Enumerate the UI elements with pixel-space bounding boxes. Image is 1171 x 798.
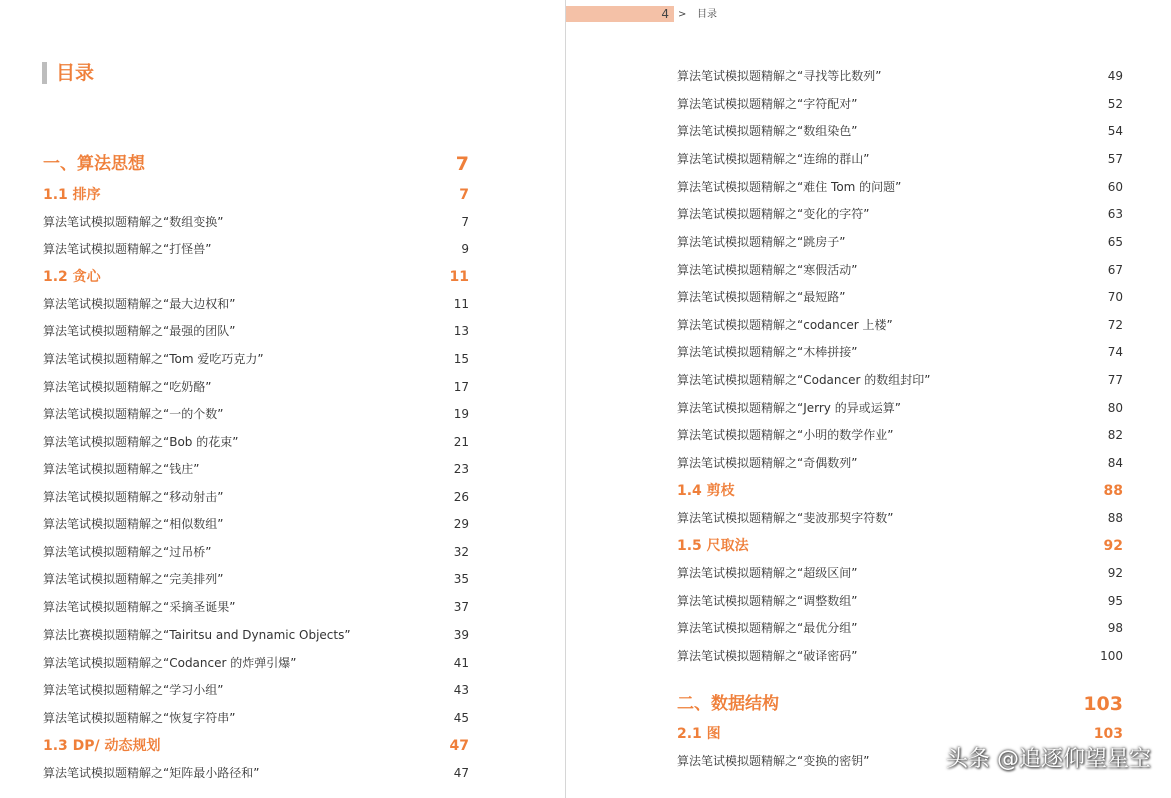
toc-page-number: 17 bbox=[453, 380, 469, 394]
toc-page-number: 21 bbox=[453, 435, 469, 449]
toc-entry-link[interactable] bbox=[43, 569, 469, 589]
breadcrumb-label: 目录 bbox=[697, 9, 717, 20]
toc-entry-link[interactable] bbox=[43, 404, 469, 424]
toc-entry-link[interactable] bbox=[677, 591, 1123, 611]
toc-page-number: 23 bbox=[453, 462, 469, 476]
toc-entry-link[interactable] bbox=[43, 625, 469, 645]
page-number: 4 bbox=[661, 7, 669, 21]
toc-entry-link[interactable] bbox=[43, 459, 469, 479]
toc-sec-heading[interactable] bbox=[43, 185, 469, 205]
toc-page-number: 47 bbox=[453, 766, 469, 780]
toc-entry-link[interactable] bbox=[43, 514, 469, 534]
toc-page-number: 29 bbox=[453, 517, 469, 531]
toc-page-number: 7 bbox=[455, 153, 469, 175]
toc-page-number: 74 bbox=[1107, 345, 1123, 359]
toc-entry-link[interactable] bbox=[43, 239, 469, 259]
toc-page-number: 7 bbox=[459, 187, 469, 203]
toc-page-number: 92 bbox=[1103, 538, 1123, 554]
toc-entry-link[interactable] bbox=[677, 563, 1123, 583]
toc-label: 算法笔试模拟题精解之“字符配对” bbox=[677, 97, 858, 111]
toc-label: 算法笔试模拟题精解之“Jerry 的异或运算” bbox=[677, 401, 901, 415]
toc-entry-link[interactable] bbox=[43, 542, 469, 562]
toc-label: 二、数据结构 bbox=[677, 694, 779, 714]
toc-entry-link[interactable] bbox=[43, 349, 469, 369]
toc-entry-link[interactable] bbox=[677, 66, 1123, 86]
toc-entry-link[interactable] bbox=[677, 342, 1123, 362]
toc-page-number: 103 bbox=[1083, 693, 1123, 715]
toc-label: 一、算法思想 bbox=[43, 154, 145, 174]
toc-page-number: 15 bbox=[453, 352, 469, 366]
toc-label: 算法笔试模拟题精解之“寻找等比数列” bbox=[677, 69, 882, 83]
toc-page-number: 70 bbox=[1107, 290, 1123, 304]
toc-label: 算法笔试模拟题精解之“寒假活动” bbox=[677, 263, 858, 277]
toc-sec-heading[interactable] bbox=[677, 536, 1123, 556]
toc-label: 算法笔试模拟题精解之“调整数组” bbox=[677, 594, 858, 608]
breadcrumb-separator: > bbox=[678, 9, 687, 20]
toc-page-number: 84 bbox=[1107, 456, 1123, 470]
toc-label: 算法笔试模拟题精解之“一的个数” bbox=[43, 407, 224, 421]
toc-entry-link[interactable] bbox=[43, 597, 469, 617]
toc-sec-heading[interactable] bbox=[677, 724, 1123, 744]
toc-chap-heading[interactable] bbox=[43, 151, 469, 177]
toc-entry-link[interactable] bbox=[677, 287, 1123, 307]
toc-label: 算法笔试模拟题精解之“木棒拼接” bbox=[677, 345, 858, 359]
toc-label: 算法笔试模拟题精解之“移动射击” bbox=[43, 490, 224, 504]
toc-entry-link[interactable] bbox=[677, 204, 1123, 224]
toc-page-number: 88 bbox=[1107, 511, 1123, 525]
toc-entry-link[interactable] bbox=[43, 294, 469, 314]
toc-page-number: 100 bbox=[1100, 649, 1123, 663]
toc-page-number: 88 bbox=[1103, 483, 1123, 499]
toc-entry-link[interactable] bbox=[43, 321, 469, 341]
toc-label: 算法笔试模拟题精解之“小明的数学作业” bbox=[677, 428, 894, 442]
toc-page-number: 52 bbox=[1107, 97, 1123, 111]
toc-label: 算法笔试模拟题精解之“变化的字符” bbox=[677, 207, 870, 221]
toc-label: 算法笔试模拟题精解之“斐波那契字符数” bbox=[677, 511, 894, 525]
toc-label: 2.1 图 bbox=[677, 726, 721, 742]
toc-label: 算法笔试模拟题精解之“最短路” bbox=[677, 290, 846, 304]
toc-entry-link[interactable] bbox=[677, 398, 1123, 418]
toc-page-number: 80 bbox=[1107, 401, 1123, 415]
toc-entry-link[interactable] bbox=[677, 370, 1123, 390]
toc-page-number: 57 bbox=[1107, 152, 1123, 166]
toc-page-number: 49 bbox=[1107, 69, 1123, 83]
toc-page-number: 103 bbox=[1093, 726, 1123, 742]
title-accent-bar bbox=[42, 62, 47, 84]
toc-page-number: 39 bbox=[453, 628, 469, 642]
left-page bbox=[0, 0, 565, 798]
toc-entry-link[interactable] bbox=[677, 646, 1123, 666]
toc-label: 算法笔试模拟题精解之“相似数组” bbox=[43, 517, 224, 531]
toc-entry-link[interactable] bbox=[677, 508, 1123, 528]
toc-page-number: 60 bbox=[1107, 180, 1123, 194]
toc-label: 算法笔试模拟题精解之“codancer 上楼” bbox=[677, 318, 893, 332]
toc-label: 算法笔试模拟题精解之“最优分组” bbox=[677, 621, 858, 635]
toc-entry-link[interactable] bbox=[43, 680, 469, 700]
toc-page-number: 11 bbox=[453, 297, 469, 311]
toc-page-number: 37 bbox=[453, 600, 469, 614]
toc-label: 算法笔试模拟题精解之“数组染色” bbox=[677, 124, 858, 138]
toc-label: 算法笔试模拟题精解之“Codancer 的炸弹引爆” bbox=[43, 656, 297, 670]
toc-page-number: 77 bbox=[1107, 373, 1123, 387]
toc-page-number: 19 bbox=[453, 407, 469, 421]
toc-label: 算法笔试模拟题精解之“Codancer 的数组封印” bbox=[677, 373, 931, 387]
toc-entry-link[interactable] bbox=[677, 618, 1123, 638]
toc-entry-link[interactable] bbox=[43, 763, 469, 783]
toc-label: 算法笔试模拟题精解之“数组变换” bbox=[43, 215, 224, 229]
toc-entry-link[interactable] bbox=[677, 232, 1123, 252]
toc-label: 算法笔试模拟题精解之“难住 Tom 的问题” bbox=[677, 180, 902, 194]
toc-entry-link[interactable] bbox=[677, 177, 1123, 197]
toc-entry-link[interactable] bbox=[43, 432, 469, 452]
toc-label: 算法笔试模拟题精解之“奇偶数列” bbox=[677, 456, 858, 470]
toc-page-number: 92 bbox=[1107, 566, 1123, 580]
toc-entry-link[interactable] bbox=[43, 377, 469, 397]
toc-sec-heading[interactable] bbox=[43, 736, 469, 756]
toc-label: 算法笔试模拟题精解之“打怪兽” bbox=[43, 242, 212, 256]
toc-entry-link[interactable] bbox=[677, 260, 1123, 280]
toc-label: 算法笔试模拟题精解之“最强的团队” bbox=[43, 324, 236, 338]
toc-label: 算法笔试模拟题精解之“跳房子” bbox=[677, 235, 846, 249]
toc-page-number: 82 bbox=[1107, 428, 1123, 442]
toc-page-number: 32 bbox=[453, 545, 469, 559]
toc-entry-link[interactable] bbox=[677, 149, 1123, 169]
toc-page-number: 63 bbox=[1107, 207, 1123, 221]
toc-page-number: 43 bbox=[453, 683, 469, 697]
toc-label: 1.2 贪心 bbox=[43, 269, 101, 285]
toc-page-number: 54 bbox=[1107, 124, 1123, 138]
toc-label: 1.4 剪枝 bbox=[677, 483, 735, 499]
toc-label: 算法笔试模拟题精解之“Tom 爱吃巧克力” bbox=[43, 352, 264, 366]
toc-page-number: 72 bbox=[1107, 318, 1123, 332]
toc-label: 算法笔试模拟题精解之“Bob 的花束” bbox=[43, 435, 239, 449]
toc-entry-link[interactable] bbox=[43, 487, 469, 507]
toc-entry-link[interactable] bbox=[677, 121, 1123, 141]
toc-label: 算法笔试模拟题精解之“钱庄” bbox=[43, 462, 200, 476]
toc-label: 算法笔试模拟题精解之“学习小组” bbox=[43, 683, 224, 697]
toc-label: 1.1 排序 bbox=[43, 187, 101, 203]
toc-page-number: 41 bbox=[453, 656, 469, 670]
toc-page-number: 47 bbox=[449, 738, 469, 754]
toc-page-number: 26 bbox=[453, 490, 469, 504]
toc-page-number: 65 bbox=[1107, 235, 1123, 249]
toc-page-number: 98 bbox=[1107, 621, 1123, 635]
toc-page-number: 95 bbox=[1107, 594, 1123, 608]
toc-label: 算法笔试模拟题精解之“矩阵最小路径和” bbox=[43, 766, 260, 780]
toc-page-number: 67 bbox=[1107, 263, 1123, 277]
toc-entry-link[interactable] bbox=[677, 94, 1123, 114]
toc-page-number: 35 bbox=[453, 572, 469, 586]
toc-label: 算法笔试模拟题精解之“完美排列” bbox=[43, 572, 224, 586]
toc-page-number: 45 bbox=[453, 711, 469, 725]
toc-label: 算法笔试模拟题精解之“采摘圣诞果” bbox=[43, 600, 236, 614]
toc-label: 1.5 尺取法 bbox=[677, 538, 749, 554]
toc-label: 算法笔试模拟题精解之“破译密码” bbox=[677, 649, 858, 663]
toc-label: 1.3 DP/ 动态规划 bbox=[43, 738, 161, 754]
toc-label: 算法笔试模拟题精解之“变换的密钥” bbox=[677, 754, 870, 768]
toc-chap-heading[interactable] bbox=[677, 691, 1123, 717]
toc-label: 算法笔试模拟题精解之“吃奶酪” bbox=[43, 380, 212, 394]
toc-label: 算法笔试模拟题精解之“恢复字符串” bbox=[43, 711, 236, 725]
watermark: 头条 @追逐仰望星空 bbox=[946, 747, 1151, 772]
page-title: 目录 bbox=[56, 62, 95, 84]
toc-entry-link[interactable] bbox=[677, 315, 1123, 335]
toc-sec-heading[interactable] bbox=[677, 481, 1123, 501]
toc-sec-heading[interactable] bbox=[43, 267, 469, 287]
toc-entry-link[interactable] bbox=[43, 212, 469, 232]
toc-page-number: 11 bbox=[449, 269, 469, 285]
toc-page-number: 13 bbox=[453, 324, 469, 338]
toc-label: 算法笔试模拟题精解之“最大边权和” bbox=[43, 297, 236, 311]
toc-page-number: 9 bbox=[461, 242, 469, 256]
toc-entry-link[interactable] bbox=[677, 425, 1123, 445]
toc-entry-link[interactable] bbox=[677, 453, 1123, 473]
toc-entry-link[interactable] bbox=[43, 708, 469, 728]
toc-entry-link[interactable] bbox=[43, 653, 469, 673]
toc-label: 算法比赛模拟题精解之“Tairitsu and Dynamic Objects” bbox=[43, 628, 351, 642]
toc-label: 算法笔试模拟题精解之“过吊桥” bbox=[43, 545, 212, 559]
toc-page-number: 7 bbox=[461, 215, 469, 229]
toc-label: 算法笔试模拟题精解之“超级区间” bbox=[677, 566, 858, 580]
toc-label: 算法笔试模拟题精解之“连绵的群山” bbox=[677, 152, 870, 166]
